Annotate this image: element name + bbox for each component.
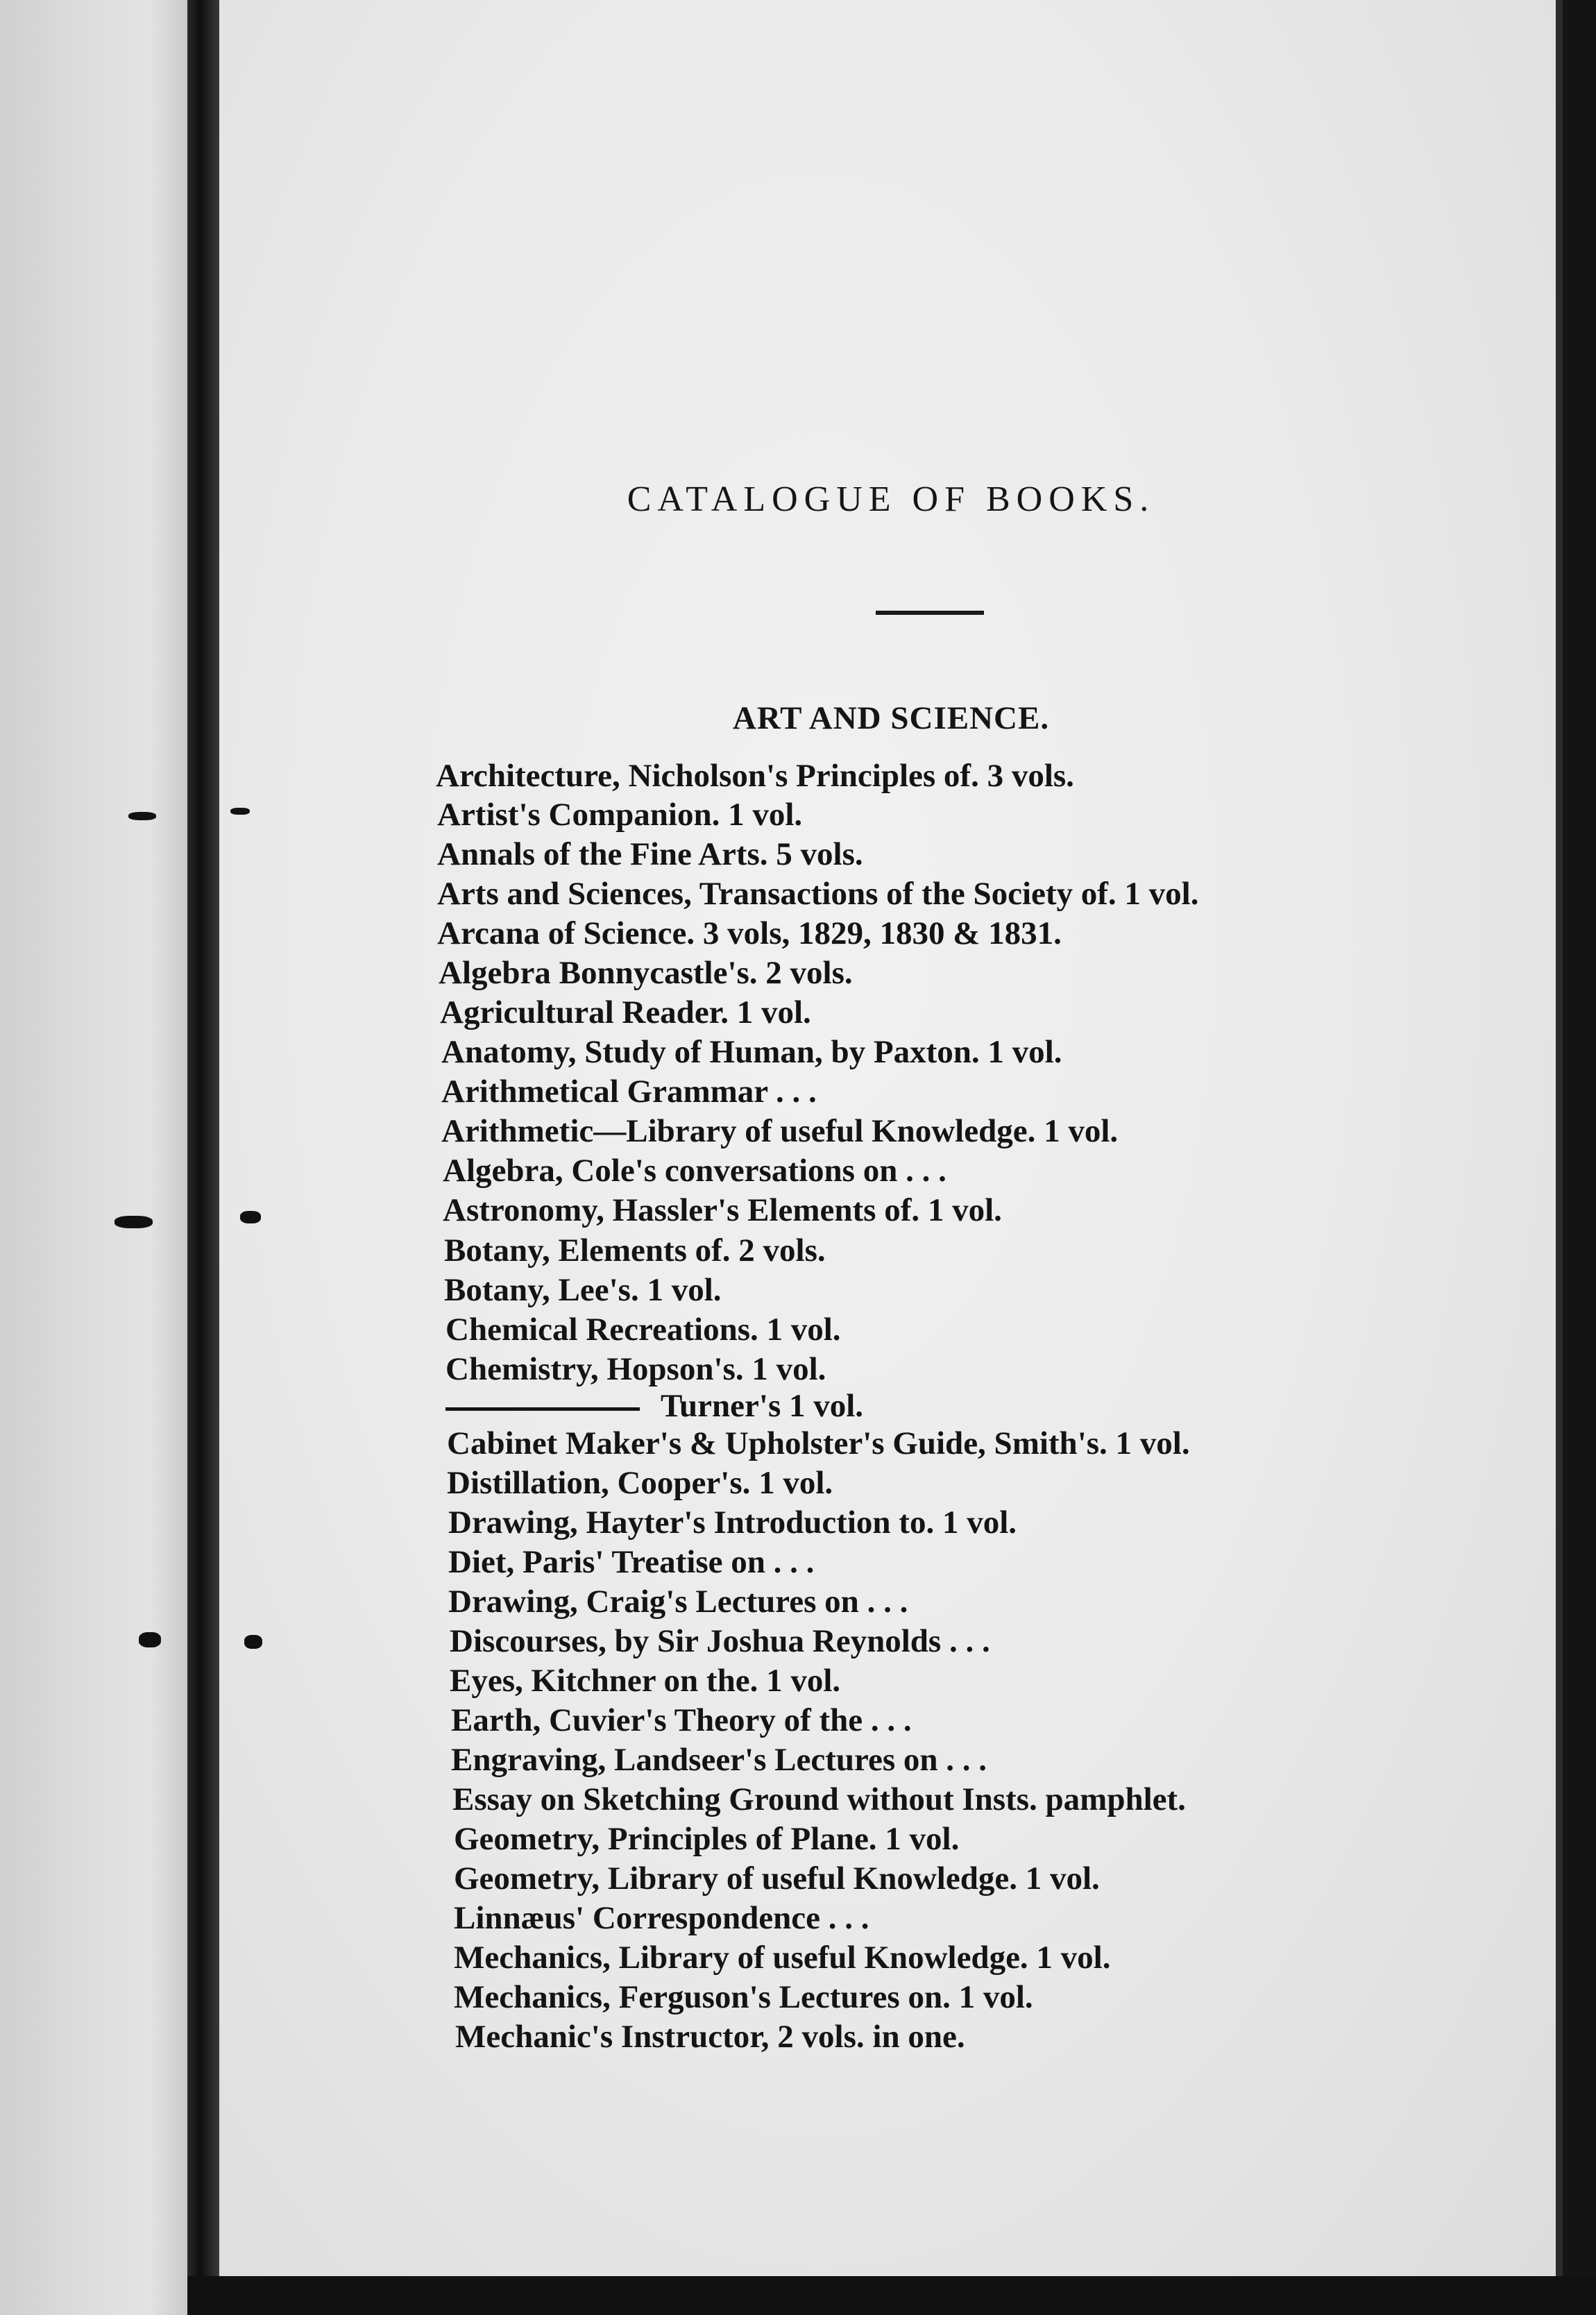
entry-text: Engraving, Landseer's Lectures on . . . — [451, 1742, 987, 1778]
entry-text: Astronomy, Hassler's Elements of. 1 vol. — [443, 1192, 1002, 1228]
title-rule — [876, 611, 984, 615]
entry-text: Artist's Companion. 1 vol. — [437, 797, 803, 833]
list-item — [450, 1622, 990, 1661]
entry-text: Geometry, Library of useful Knowledge. 1 vol. — [454, 1860, 1100, 1897]
list-item — [454, 1859, 1100, 1898]
entry-text: Agricultural Reader. 1 vol. — [440, 994, 811, 1031]
entry-text: Distillation, Cooper's. 1 vol. — [447, 1465, 833, 1501]
list-item — [441, 1112, 1118, 1151]
list-item — [454, 1978, 1033, 2017]
catalogue-page — [219, 0, 1563, 2276]
entry-text: Drawing, Craig's Lectures on . . . — [448, 1584, 908, 1620]
list-item — [440, 993, 811, 1032]
list-item — [443, 1191, 1002, 1230]
entry-text: Mechanic's Instructor, 2 vols. in one. — [455, 2019, 965, 2055]
list-item — [437, 874, 1198, 913]
list-item — [443, 1151, 946, 1190]
facing-page-edge — [0, 0, 187, 2315]
list-item — [445, 1310, 841, 1349]
list-item — [447, 1424, 1190, 1463]
list-item — [454, 1938, 1111, 1977]
list-item — [445, 1350, 826, 1389]
page-bottom-shadow — [187, 2276, 1596, 2315]
entry-text: Cabinet Maker's & Upholster's Guide, Smith's. 1 vol. — [447, 1425, 1190, 1461]
entry-text: Arts and Sciences, Transactions of the Society of. 1 vol. — [437, 876, 1199, 912]
entry-text: Earth, Cuvier's Theory of the . . . — [451, 1702, 912, 1738]
list-item — [437, 835, 863, 874]
list-item — [439, 953, 853, 992]
book-gutter — [187, 0, 219, 2315]
entry-text: Mechanics, Library of useful Knowledge. 1 vol. — [454, 1940, 1111, 1976]
entry-text: Diet, Paris' Treatise on . . . — [448, 1544, 815, 1580]
entry-text: Geometry, Principles of Plane. 1 vol. — [454, 1821, 960, 1857]
page-title: CATALOGUE OF BOOKS. — [627, 480, 1155, 519]
list-item — [436, 756, 1074, 795]
ink-speck — [128, 812, 156, 820]
list-item — [450, 1661, 840, 1700]
ink-speck — [240, 1211, 261, 1223]
list-item — [444, 1271, 722, 1309]
entry-text: Turner's 1 vol. — [661, 1388, 864, 1424]
list-item — [441, 1033, 1062, 1071]
list-item — [448, 1582, 908, 1621]
ink-speck — [114, 1216, 153, 1228]
ditto-rule — [445, 1407, 640, 1411]
entry-text: Botany, Elements of. 2 vols. — [444, 1232, 826, 1269]
entry-text: Algebra Bonnycastle's. 2 vols. — [439, 955, 853, 991]
list-item — [437, 914, 1062, 953]
ink-speck — [244, 1635, 262, 1649]
list-item — [447, 1464, 833, 1502]
entry-text: Arcana of Science. 3 vols, 1829, 1830 & 1831. — [437, 915, 1062, 951]
ink-speck — [230, 808, 250, 815]
list-item — [448, 1503, 1017, 1542]
list-item — [445, 1387, 863, 1425]
show-through — [1121, 278, 1538, 305]
entry-text: Chemistry, Hopson's. 1 vol. — [445, 1351, 826, 1387]
entry-text: Arithmetic—Library of useful Knowledge. 1 vol. — [441, 1113, 1119, 1149]
list-item — [455, 2017, 965, 2056]
list-item — [437, 795, 802, 834]
list-item — [444, 1231, 826, 1270]
list-item — [441, 1072, 817, 1111]
entry-text: Linnæus' Correspondence . . . — [454, 1900, 869, 1936]
list-item — [454, 1820, 959, 1858]
entry-text: Eyes, Kitchner on the. 1 vol. — [450, 1663, 841, 1699]
entry-text: Essay on Sketching Ground without Insts. pamphlet. — [452, 1781, 1186, 1817]
entry-text: Algebra, Cole's conversations on . . . — [443, 1153, 946, 1189]
list-item — [454, 1899, 869, 1937]
entry-text: Architecture, Nicholson's Principles of. 3 vols. — [436, 758, 1074, 794]
entry-text: Arithmetical Grammar . . . — [441, 1074, 817, 1110]
entry-text: Anatomy, Study of Human, by Paxton. 1 vol. — [441, 1034, 1062, 1070]
ink-speck — [139, 1632, 161, 1647]
entry-text: Drawing, Hayter's Introduction to. 1 vol. — [448, 1504, 1017, 1541]
entry-text: Botany, Lee's. 1 vol. — [444, 1272, 722, 1308]
list-item — [452, 1780, 1186, 1819]
list-item — [451, 1740, 987, 1779]
entry-text: Discourses, by Sir Joshua Reynolds . . . — [450, 1623, 990, 1659]
list-item — [448, 1543, 814, 1582]
entry-text: Chemical Recreations. 1 vol. — [445, 1312, 841, 1348]
entry-text: Annals of the Fine Arts. 5 vols. — [437, 836, 863, 872]
list-item — [451, 1701, 912, 1740]
section-heading: ART AND SCIENCE. — [732, 700, 1050, 736]
entry-text: Mechanics, Ferguson's Lectures on. 1 vol. — [454, 1979, 1033, 2015]
